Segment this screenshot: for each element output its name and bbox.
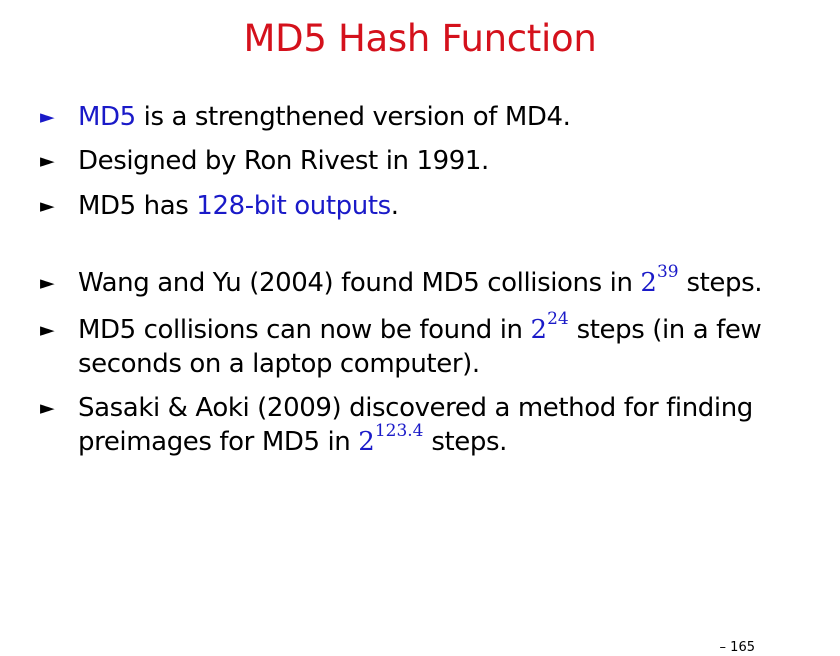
math-power: $2^{123.4}$ (358, 421, 424, 457)
bullet-item (40, 391, 800, 459)
bullet-text: Sasaki & Aoki (2009) discovered a method for finding preimages for MD5 in (78, 393, 753, 457)
triangle-bullet-icon: ► (40, 397, 55, 419)
bullet-text: Designed by Ron Rivest in 1991. (78, 146, 489, 176)
md5-term: MD5 (78, 102, 136, 132)
math-power: $2^{24}$ (530, 309, 569, 345)
bullet-item (40, 100, 800, 134)
triangle-bullet-icon: ► (40, 319, 55, 341)
bullet-item (40, 144, 800, 178)
bullet-text: steps. (423, 427, 507, 457)
triangle-bullet-icon: ► (40, 195, 55, 217)
bullet-item (40, 262, 800, 300)
bullet-text: MD5 has (78, 191, 197, 221)
math-power: $2^{39}$ (640, 262, 679, 298)
slide-title: MD5 Hash Function (243, 17, 597, 60)
bullet-text: MD5 collisions can now be found in (78, 315, 531, 345)
triangle-bullet-icon: ► (40, 150, 55, 172)
triangle-bullet-icon: ► (40, 106, 55, 128)
bullet-text: is a strengthened version of MD4. (135, 102, 571, 132)
page-number: – 165 (719, 640, 755, 655)
bullet-text: steps (in a few seconds on a laptop computer). (78, 315, 762, 379)
bullet-text: steps. (678, 268, 763, 298)
bullet-item (40, 189, 800, 223)
bullet-text: Wang and Yu (2004) found MD5 collisions in (78, 268, 641, 298)
bullet-text: . (390, 191, 399, 221)
triangle-bullet-icon: ► (40, 272, 55, 294)
bullet-item (40, 309, 800, 381)
output-size-term: 128-bit outputs (196, 191, 391, 221)
